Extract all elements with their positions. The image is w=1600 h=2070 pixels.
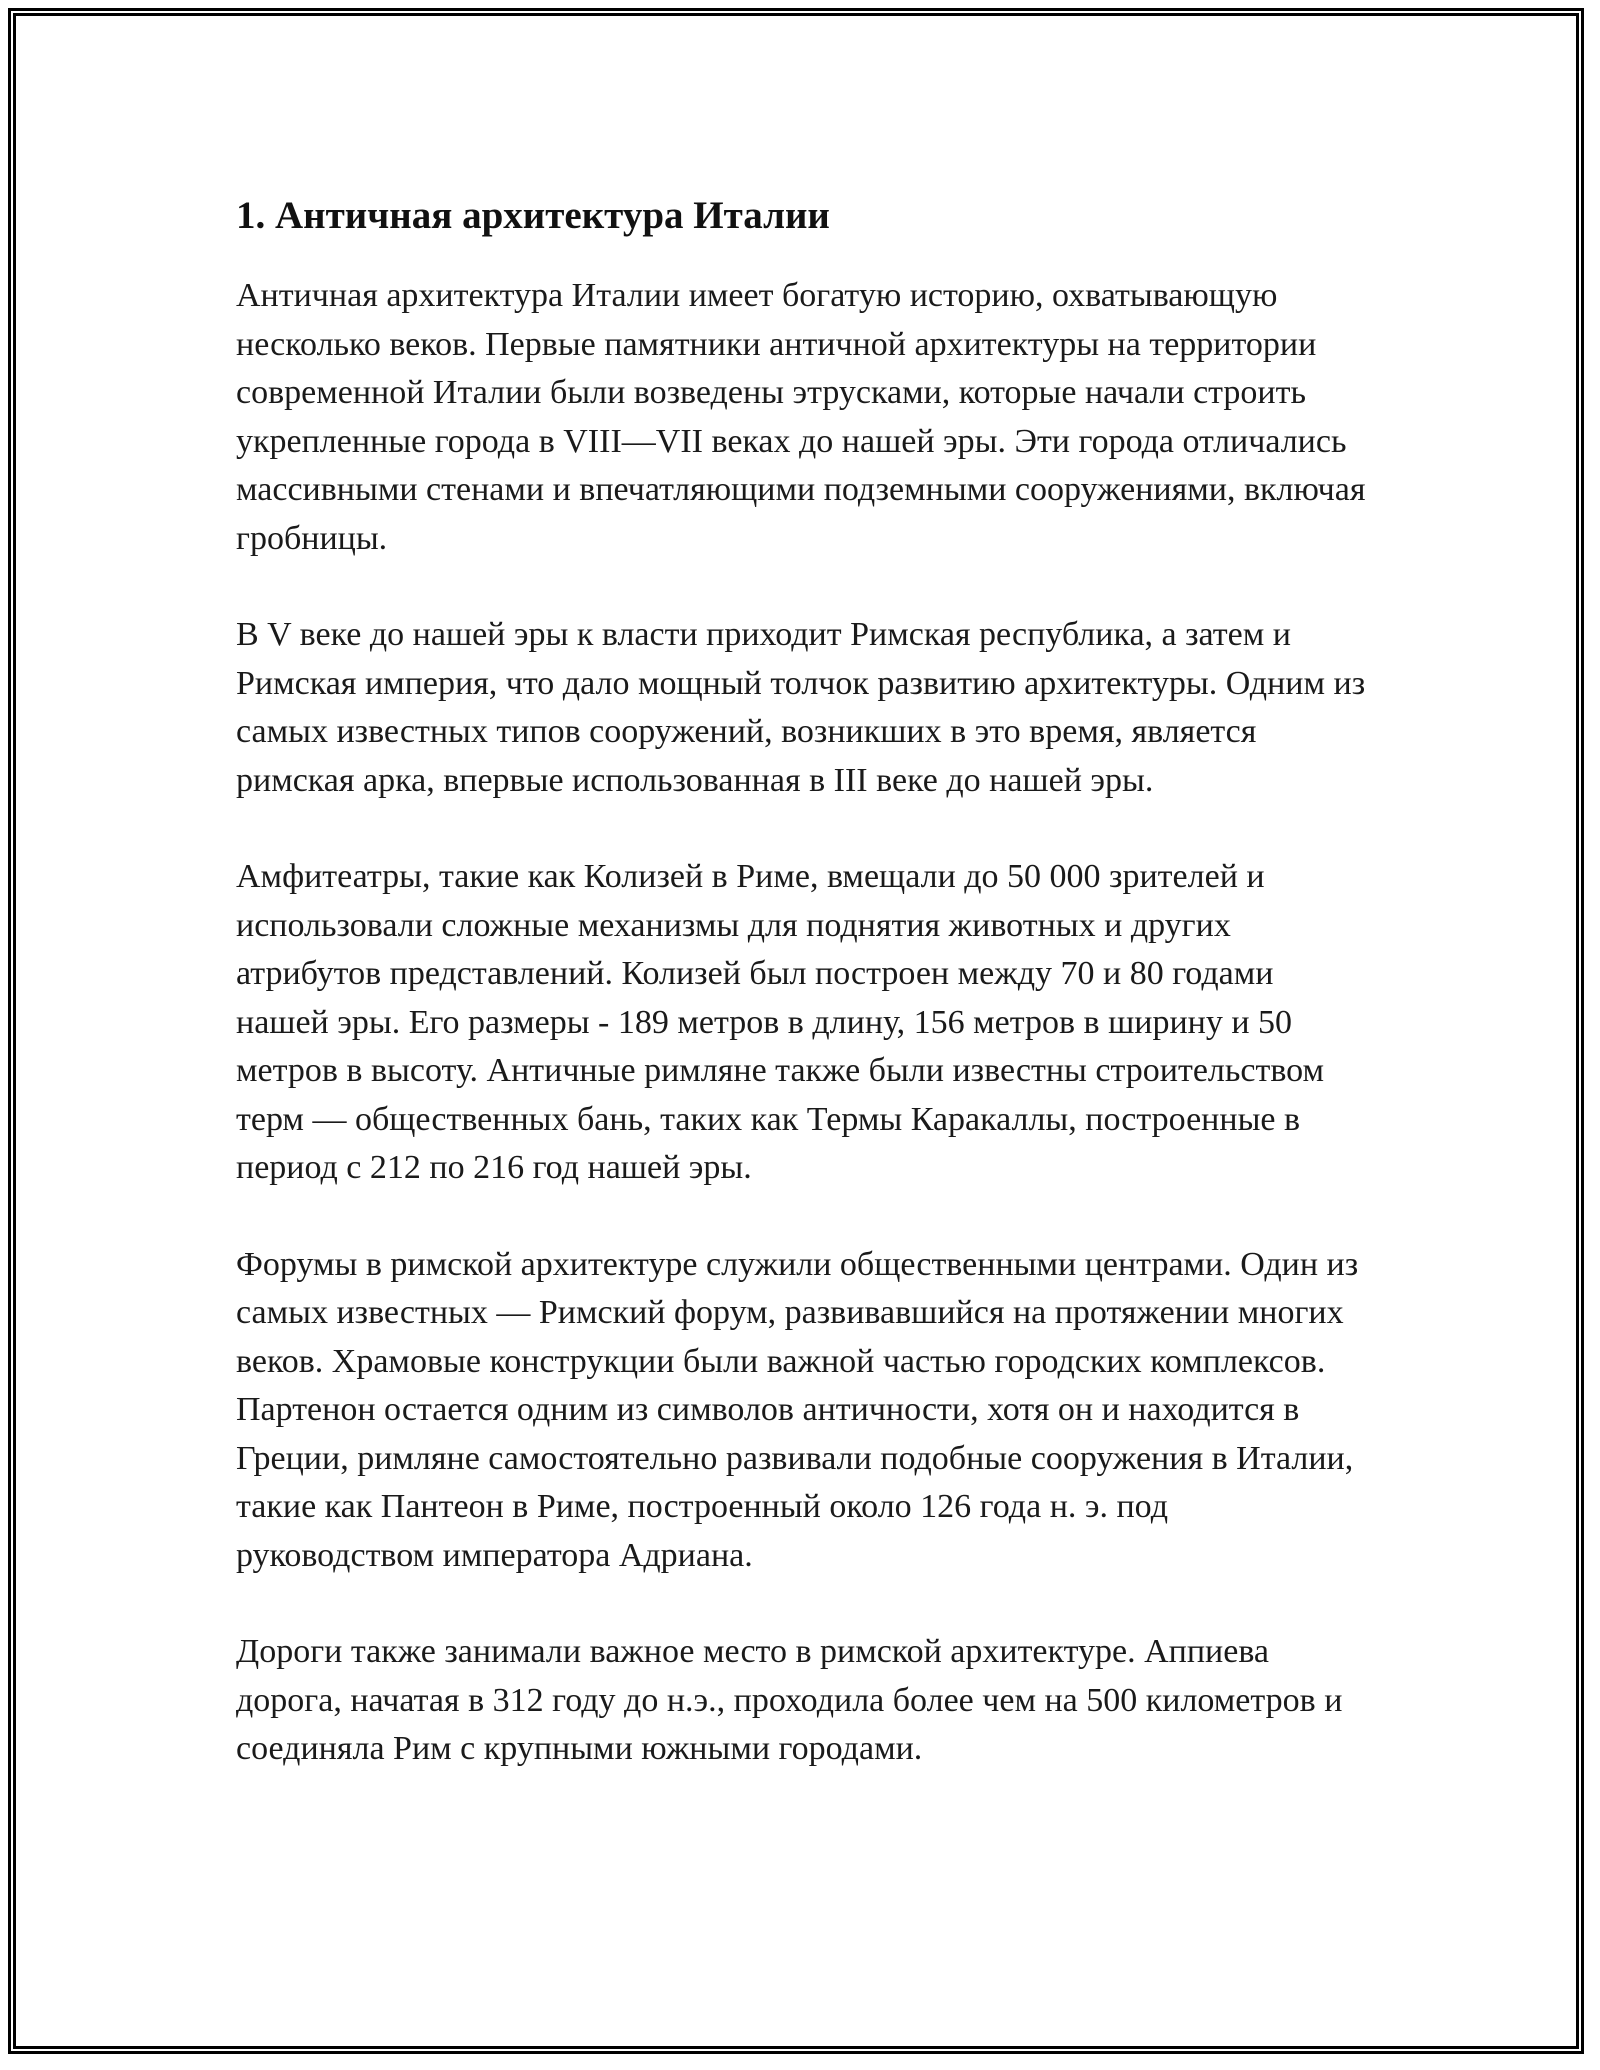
document-body: [236, 188, 1366, 1822]
paragraph-amphitheatres: Амфитеатры, такие как Колизей в Риме, вмещали до 50 000 зрителей и использовали сложные механизмы для поднятия животных и других атрибутов представлений. Колизей был построен между 70 и 80 годами нашей эры. Его размеры - 189 метров в длину, 156 метров в ширину и 50 метров в высоту. Античные римляне также были известны строительством терм — общественных бань, таких как Термы Каракаллы, построенные в период с 212 по 216 год нашей эры.: [236, 858, 1325, 1186]
paragraph-etruscans: Античная архитектура Италии имеет богатую историю, охватывающую несколько веков. Первые памятники античной архитектуры на территории современной Италии были возведены этрусками, которые начали строить укрепленные города в VIII—VII веках до нашей эры. Эти города отличались массивными стенами и впечатляющими подземными сооружениями, включая гробницы.: [236, 277, 1366, 557]
paragraph-roman-republic: В V веке до нашей эры к власти приходит Римская республика, а затем и Римская империя, что дало мощный толчок развитию архитектуры. Одним из самых известных типов сооружений, возникших в это время, является римская арка, впервые использованная в III веке до нашей эры.: [236, 616, 1366, 799]
paragraph-forums: Форумы в римской архитектуре служили общественными центрами. Один из самых известных — Римский форум, развивавшийся на протяжении многих веков. Храмовые конструкции были важной частью городских комплексов. Партенон остается одним из символов античности, хотя он и находится в Греции, римляне самостоятельно развивали подобные сооружения в Италии, такие как Пантеон в Риме, построенный около 126 года н. э. под руководством императора Адриана.: [236, 1245, 1359, 1574]
paragraph-roads: Дороги также занимали важное место в римской архитектуре. Аппиева дорога, начатая в 312 году до н.э., проходила более чем на 500 километров и соединяла Рим с крупными южными городами.: [236, 1633, 1343, 1767]
document-title: 1. Античная архитектура Италии: [236, 194, 830, 237]
